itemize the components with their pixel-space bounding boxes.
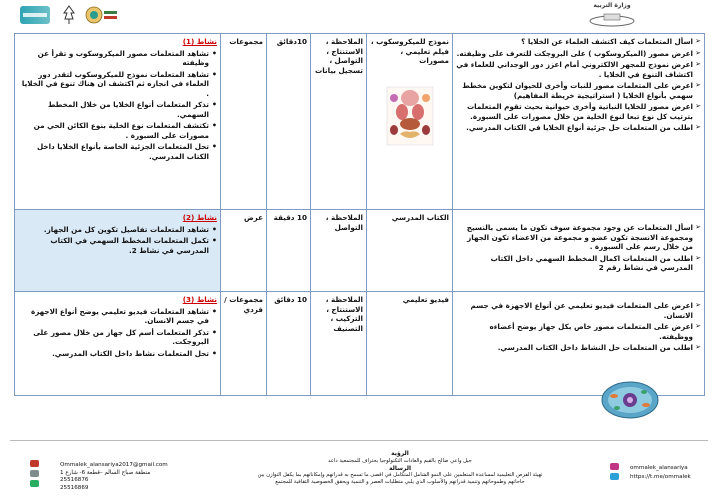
- evaluation-item: • تحل المتعلمات نشاط داخل الكتاب المدرسي.: [18, 349, 217, 359]
- ministry-logo: [84, 5, 118, 25]
- skills-text: الملاحظة ، الاستنتاج ، التواصل ، تسجيل بيانات: [315, 37, 363, 75]
- lesson-plan-table: [14, 33, 705, 396]
- evaluation-item: • تحل المتعلمات الجزئية الخاصة بأنواع الخلايا داخل الكتاب المدرسي.: [18, 142, 217, 161]
- evaluation-item: • تكمل المتعلمات المخطط السهمي في الكتاب المدرسي في نشاط 2.: [18, 236, 217, 255]
- email-icon: [30, 460, 39, 467]
- email-text: Ommalek_alansariya2017@gmail.com: [60, 462, 168, 468]
- evaluation-item: • تذكر المتعلمات أنواع الخلايا من خلال المخطط السهمي.: [18, 100, 217, 119]
- social-links: [630, 464, 691, 482]
- evaluation-cell: [15, 292, 221, 396]
- telegram-icon: [610, 473, 619, 480]
- human-organs-image: [386, 86, 434, 146]
- ministry-header: [560, 2, 664, 28]
- phone-text-1: 25516876: [60, 477, 89, 484]
- activity-title: نشاط (2): [182, 213, 217, 222]
- page-header: [0, 0, 718, 32]
- time-text: 10دقائق: [276, 37, 307, 46]
- table-row: [15, 210, 705, 292]
- emblem-icon: [62, 5, 76, 25]
- activity-cell: [453, 292, 705, 396]
- vision-mission: [250, 450, 550, 486]
- evaluation-item: • تشاهد المتعلمات فيديو تعليمي يوضح أنواع الاجهزة في جسم الانسان.: [18, 307, 217, 326]
- grouping-cell: [221, 292, 267, 396]
- evaluation-list: [18, 225, 217, 256]
- evaluation-cell: [15, 210, 221, 292]
- evaluation-list: [18, 307, 217, 359]
- resources-cell: [367, 210, 453, 292]
- activity-item: ➢ اعرض على المتعلمات فيديو تعليمي عن أنواع الاجهزة في جسم الانسان.: [456, 301, 701, 320]
- activity-item: ➢ اعرض على المتعلمات مصور للنبات وأخرى للحيوان لتكوين مخطط سهمي بأنواع الخلايا ( استراتيجية خريطة المفاهيم): [456, 81, 701, 100]
- contact-icons: [30, 460, 42, 490]
- activity-title: نشاط (3): [182, 295, 217, 304]
- grouping-text: مجموعات: [229, 37, 263, 46]
- vision-text: جيل واعي صالح بالقيم والعادات التكنولوجيا بحتراف للمجتمعية داعد: [328, 457, 472, 464]
- activity-list: [456, 223, 701, 273]
- activity-item: ➢ اطلب من المتعلمات حل جزئية أنواع الخلايا في الكتاب المدرسي.: [456, 123, 701, 133]
- grouping-text: مجموعات / فردي: [224, 295, 263, 314]
- evaluation-cell: [15, 34, 221, 210]
- grouping-cell: [221, 34, 267, 210]
- skills-cell: [311, 34, 367, 210]
- evaluation-item: • تشاهد المتعلمات تفاصيل تكوين كل من الجهاز.: [18, 225, 217, 235]
- mission-title: الرسالة: [388, 464, 412, 472]
- evaluation-item: • تكتشف المتعلمات نوع الخلية بنوع الكائن الحي من مصورات على السبورة .: [18, 121, 217, 140]
- instagram-handle[interactable]: ommalek_alansariya: [630, 465, 688, 471]
- activity-item: ➢ اسأل المتعلمات كيف اكتشف العلماء عن الخلايا ؟: [456, 37, 701, 47]
- resources-cell: [367, 292, 453, 396]
- activity-item: ➢ اعرض نموذج للمجهر الالكتروني أمام اعزز دور الوجداني للعلماء في اكتشاف التنوع في الخلايا .: [456, 60, 701, 79]
- activity-list: [456, 37, 701, 133]
- resources-cell: [367, 34, 453, 210]
- school-logo: [20, 6, 50, 24]
- mission-text: تهيئة الفرص التعليمية لمساعدة المتعلمين على النمو الشامل المتكامل في اقصى ما تسمح به قدراتهم وإمكاناتهم بما يكفل التوازن بين حاجاتهم وطموحاتهم وتنمية قدراتهم والأسلوب الذي يلبي متطلبات العصر و التنمية ويحقق الخصوصية الثقافية للمجتمع: [257, 472, 543, 486]
- activity-item: ➢ اعرض مصور (الميكروسكوب ) على البروجكت للتعرف على وظيفته.: [456, 49, 701, 59]
- phone-icon: [30, 480, 39, 487]
- time-text: 10 دقائق: [274, 295, 307, 304]
- ministry-title: وزارة التربية: [593, 2, 631, 9]
- activity-item: ➢ اعرض على المتعلمات مصور خاص بكل جهاز يوضح أعضاءه ووظيفته.: [456, 322, 701, 341]
- activity-item: ➢ اطلب من المتعلمات اكمال المخطط السهمي داخل الكتاب المدرسي في نشاط رقم 2: [456, 254, 701, 273]
- evaluation-item: • تذكر المتعلمات أسم كل جهاز من خلال مصور على البروجكت.: [18, 328, 217, 347]
- cell-illustration: [600, 378, 660, 422]
- telegram-link[interactable]: https://t.me/ommalek: [630, 473, 691, 480]
- address-text: منطقة صباح السالم –قطعة 6- شارع 1: [60, 469, 151, 476]
- grouping-cell: [221, 210, 267, 292]
- skills-text: الملاحظة ، الاستنتاج ، التركيب ، التصنيف: [325, 295, 363, 333]
- activity-list: [456, 301, 701, 353]
- activity-cell: [453, 210, 705, 292]
- skills-cell: [311, 210, 367, 292]
- activity-item: ➢ اعرض مصور للخلايا النباتية وأخرى حيوانية بحيث تقوم المتعلمات بترتيب كل نوع تبعا لنوع الخلية من خلال مصورات على السبورة.: [456, 102, 701, 121]
- vision-title: الرؤية: [391, 450, 409, 457]
- evaluation-item: • تشاهد المتعلمات نموذج للميكروسكوب لتقدر دور العلماء في انجازه ثم اكتشف ان هناك تنوع في الخلايا .: [18, 70, 217, 99]
- skills-cell: [311, 292, 367, 396]
- evaluation-list: [18, 49, 217, 162]
- time-cell: [267, 34, 311, 210]
- time-text: 10 دقيقة: [273, 213, 307, 222]
- location-icon: [30, 470, 39, 477]
- skills-text: الملاحظة ، التواصل: [325, 213, 363, 232]
- social-icons: [610, 463, 620, 483]
- contact-info: [60, 462, 210, 492]
- phone-text-2: 25516869: [60, 484, 89, 491]
- resources-text: نموذج للميكروسكوب ، فيلم تعليمي ، مصورات: [370, 37, 449, 65]
- activity-cell: [453, 34, 705, 210]
- activity-title: نشاط (1): [182, 37, 217, 46]
- time-cell: [267, 210, 311, 292]
- instagram-icon: [610, 463, 619, 470]
- ministry-emblem-icon: [588, 11, 636, 27]
- time-cell: [267, 292, 311, 396]
- resources-text: الكتاب المدرسي: [391, 213, 449, 222]
- table-row: [15, 34, 705, 210]
- grouping-text: عرض: [243, 213, 263, 222]
- evaluation-item: • تشاهد المتعلمات مصور الميكروسكوب و تقرأ عن وظيفته: [18, 49, 217, 68]
- activity-item: ➢ اطلب من المتعلمات حل النشاط داخل الكتاب المدرسي.: [456, 343, 701, 353]
- activity-item: ➢ اسأل المتعلمات عن وجود مجموعة سوف تكون ما يسمى بالنسيج ومجموعة الانسجة تكون عضو و مجموعة من الاعضاء تكون الجهاز من خلال رسم على السبورة .: [456, 223, 701, 252]
- page-footer: [0, 440, 718, 504]
- resources-text: فيديو تعليمي: [402, 295, 449, 304]
